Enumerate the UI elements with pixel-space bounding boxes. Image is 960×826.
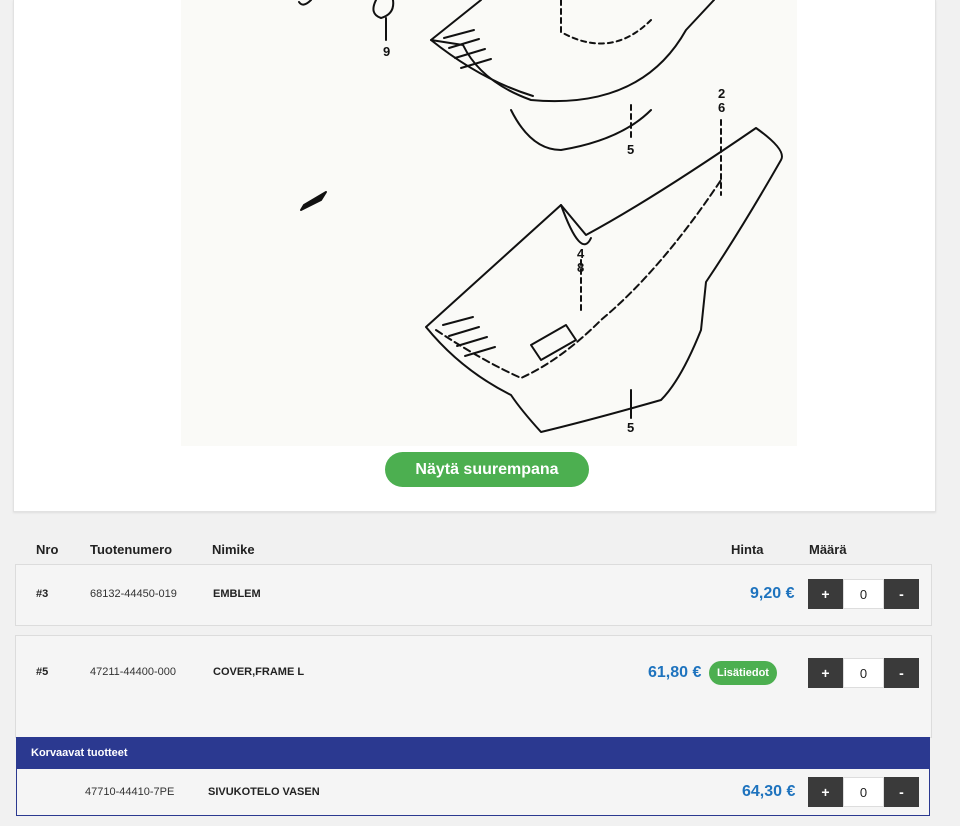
callout-8: 8 <box>577 260 585 275</box>
alt-name: SIVUKOTELO VASEN <box>208 786 320 798</box>
grommet-piece <box>373 0 393 18</box>
header-price: Hinta <box>731 542 764 557</box>
row-name: EMBLEM <box>213 588 261 600</box>
alternative-row <box>16 769 930 816</box>
header-quantity: Määrä <box>809 542 847 557</box>
callout-5-top: 5 <box>627 142 635 157</box>
more-info-badge[interactable]: Lisätiedot <box>709 661 777 685</box>
quantity-stepper <box>808 658 919 688</box>
callout-9: 9 <box>383 44 391 59</box>
row-price: 9,20 € <box>750 585 795 602</box>
table-row <box>15 564 932 626</box>
bracket-piece <box>299 0 311 5</box>
header-name: Nimike <box>212 542 255 557</box>
alternatives-title: Korvaavat tuotteet <box>31 747 128 759</box>
increase-button[interactable]: + <box>808 579 843 609</box>
callout-4: 4 <box>577 246 585 261</box>
callout-5-bottom: 5 <box>627 420 635 435</box>
quantity-input[interactable]: 0 <box>843 658 884 688</box>
parts-drawing <box>181 0 797 446</box>
header-nro: Nro <box>36 542 59 557</box>
lower-cover-outline <box>426 128 782 432</box>
row-part-number: 47211-44400-000 <box>90 666 177 678</box>
quantity-stepper <box>808 579 919 609</box>
increase-button[interactable]: + <box>808 777 843 807</box>
callout-6: 6 <box>718 100 726 115</box>
row-nro: #3 <box>36 588 49 600</box>
alternatives-header <box>16 737 930 769</box>
upper-cover-outline <box>431 0 714 101</box>
quantity-stepper <box>808 777 919 807</box>
callout-2: 2 <box>718 86 726 101</box>
diagram-card <box>13 0 936 512</box>
header-part-number: Tuotenumero <box>90 542 173 557</box>
table-header <box>0 540 960 560</box>
row-name: COVER,FRAME L <box>213 666 305 678</box>
decrease-button[interactable]: - <box>884 658 919 688</box>
table-row <box>15 635 932 738</box>
parts-diagram <box>181 0 797 446</box>
alt-price: 64,30 € <box>742 783 796 800</box>
row-nro: #5 <box>36 666 49 678</box>
enlarge-button[interactable]: Näytä suurempana <box>385 452 589 487</box>
row-price: 61,80 € <box>648 664 702 681</box>
alt-part-number: 47710-44410-7PE <box>85 786 175 798</box>
quantity-input[interactable]: 0 <box>843 579 884 609</box>
increase-button[interactable]: + <box>808 658 843 688</box>
decrease-button[interactable]: - <box>884 579 919 609</box>
row-part-number: 68132-44450-019 <box>90 588 177 600</box>
decrease-button[interactable]: - <box>884 777 919 807</box>
quantity-input[interactable]: 0 <box>843 777 884 807</box>
